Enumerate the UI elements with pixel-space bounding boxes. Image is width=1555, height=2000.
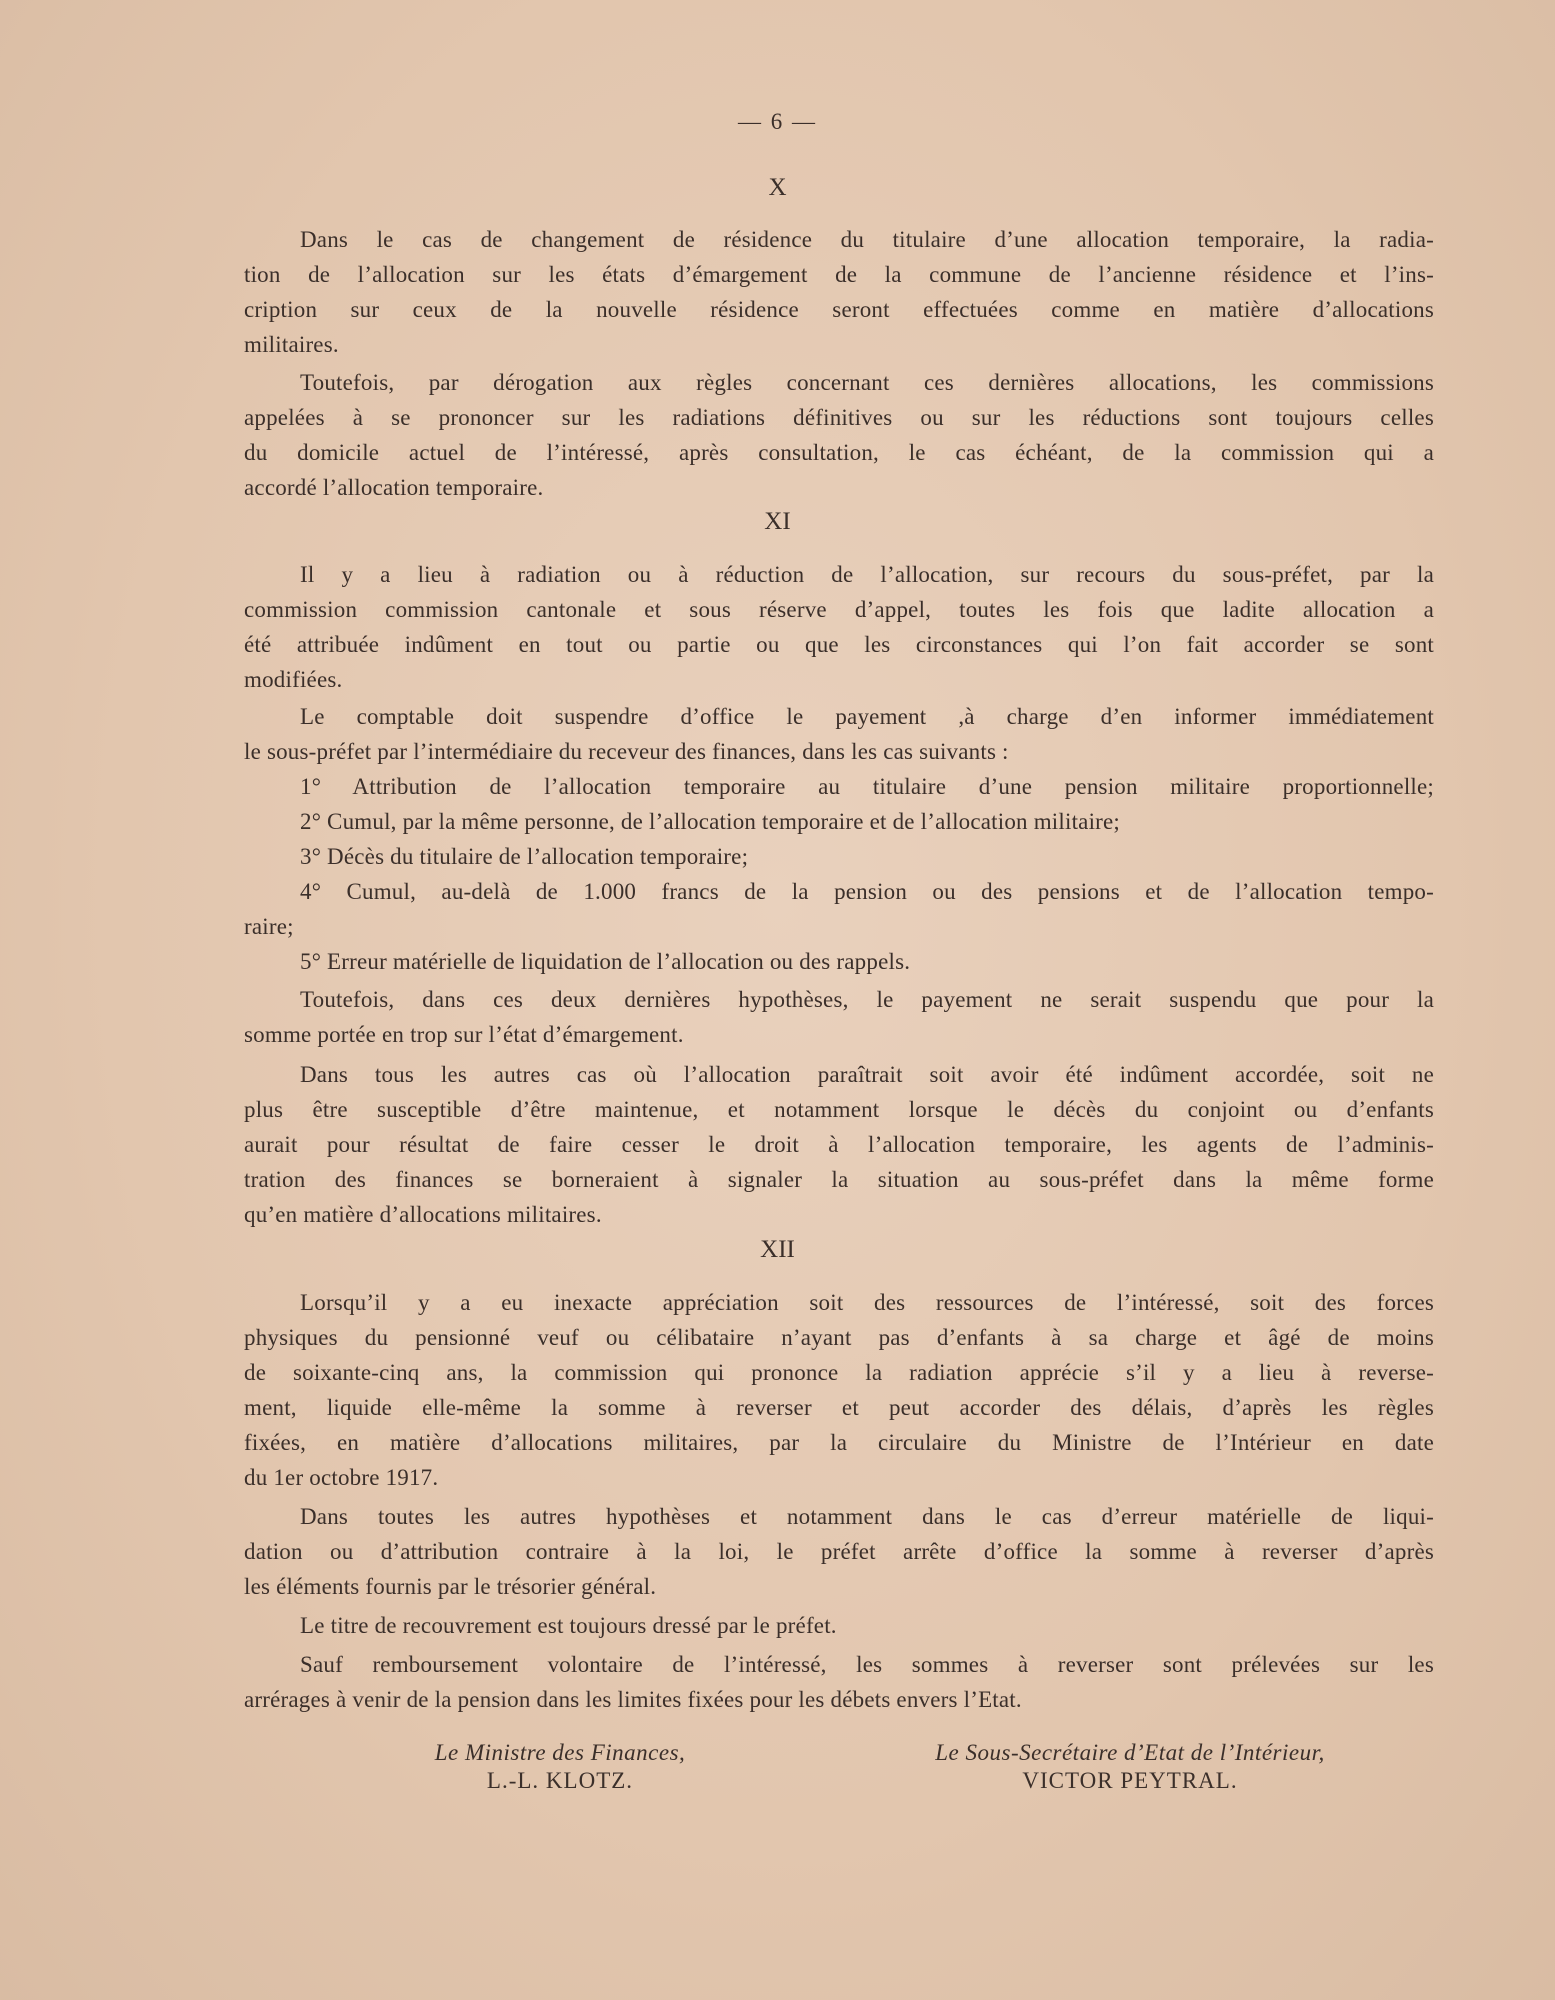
text-line: fixées, en matière d’allocations militaires, par la circulaire du Ministre de l’Intérieur en date [244, 1430, 1434, 1455]
signature-block-left [330, 1740, 790, 1794]
text-line: commission commission cantonale et sous réserve d’appel, toutes les fois que ladite allocation a [244, 597, 1434, 622]
signature-block-right [870, 1740, 1390, 1794]
text-line: dation ou d’attribution contraire à la loi, le préfet arrête d’office la somme à reverser d’après [244, 1539, 1434, 1564]
text-line: tration des finances se borneraient à signaler la situation au sous-préfet dans la même forme [244, 1167, 1434, 1192]
text-line: du 1er octobre 1917. [244, 1465, 439, 1490]
page-number: — 6 — [738, 109, 817, 134]
text-line: Le comptable doit suspendre d’office le payement ,à charge d’en informer immédiatement [300, 704, 1434, 729]
list-item: 3° Décès du titulaire de l’allocation temporaire; [300, 844, 749, 869]
text-line: Sauf remboursement volontaire de l’intéressé, les sommes à reverser sont prélevées sur les [300, 1652, 1434, 1677]
list-item: 1° Attribution de l’allocation temporaire au titulaire d’une pension militaire proportionnelle; [300, 774, 1434, 799]
text-line: accordé l’allocation temporaire. [244, 475, 544, 500]
text-line: Le titre de recouvrement est toujours dressé par le préfet. [300, 1613, 837, 1638]
list-item-continued: raire; [244, 914, 294, 939]
signature-role: Le Sous-Secrétaire d’Etat de l’Intérieur, [935, 1740, 1325, 1765]
text-line: Dans toutes les autres hypothèses et notamment dans le cas d’erreur matérielle de liqui- [300, 1504, 1434, 1529]
text-line: ment, liquide elle-même la somme à reverser et peut accorder des délais, d’après les règles [244, 1395, 1434, 1420]
signature-name: L.-L. KLOTZ. [486, 1768, 634, 1793]
text-line: modifiées. [244, 667, 343, 692]
text-line: appelées à se prononcer sur les radiations définitives ou sur les réductions sont toujours celles [244, 405, 1434, 430]
section-heading-xii: XII [760, 1236, 795, 1263]
text-line: Dans le cas de changement de résidence du titulaire d’une allocation temporaire, la radia- [300, 227, 1434, 252]
text-line: Toutefois, dans ces deux dernières hypothèses, le payement ne serait suspendu que pour la [300, 987, 1434, 1012]
text-line: militaires. [244, 332, 339, 357]
text-line: été attribuée indûment en tout ou partie ou que les circonstances qui l’on fait accorder se sont [244, 632, 1434, 657]
text-line: de soixante-cinq ans, la commission qui prononce la radiation apprécie s’il y a lieu à reverse- [244, 1360, 1434, 1385]
text-line: physiques du pensionné veuf ou célibataire n’ayant pas d’enfants à sa charge et âgé de moins [244, 1325, 1434, 1350]
text-line: Lorsqu’il y a eu inexacte appréciation soit des ressources de l’intéressé, soit des forces [300, 1290, 1434, 1315]
text-line: aurait pour résultat de faire cesser le droit à l’allocation temporaire, les agents de l’adminis- [244, 1132, 1434, 1157]
text-line: plus être susceptible d’être maintenue, et notamment lorsque le décès du conjoint ou d’enfants [244, 1097, 1434, 1122]
text-line: arrérages à venir de la pension dans les limites fixées pour les débets envers l’Etat. [244, 1687, 1022, 1712]
text-line: cription sur ceux de la nouvelle résidence seront effectuées comme en matière d’allocations [244, 297, 1434, 322]
section-heading-xi: XI [764, 508, 791, 535]
text-line: tion de l’allocation sur les états d’émargement de la commune de l’ancienne résidence et l’ins- [244, 262, 1434, 287]
list-item: 2° Cumul, par la même personne, de l’allocation temporaire et de l’allocation militaire; [300, 809, 1121, 834]
text-line: le sous-préfet par l’intermédiaire du receveur des finances, dans les cas suivants : [244, 739, 1009, 764]
section-heading-x: X [768, 174, 787, 201]
text-line: Toutefois, par dérogation aux règles concernant ces dernières allocations, les commissions [300, 370, 1434, 395]
text-line: les éléments fournis par le trésorier général. [244, 1574, 657, 1599]
text-line: Dans tous les autres cas où l’allocation paraîtrait soit avoir été indûment accordée, soit ne [300, 1062, 1434, 1087]
text-line: du domicile actuel de l’intéressé, après consultation, le cas échéant, de la commission qui a [244, 440, 1434, 465]
text-line: somme portée en trop sur l’état d’émargement. [244, 1022, 684, 1047]
text-line: qu’en matière d’allocations militaires. [244, 1202, 602, 1227]
signature-name: VICTOR PEYTRAL. [1022, 1768, 1238, 1793]
signature-role: Le Ministre des Finances, [434, 1740, 686, 1765]
list-item: 4° Cumul, au-delà de 1.000 francs de la pension ou des pensions et de l’allocation tempo- [300, 879, 1434, 904]
text-line: Il y a lieu à radiation ou à réduction de l’allocation, sur recours du sous-préfet, par la [300, 562, 1434, 587]
list-item: 5° Erreur matérielle de liquidation de l’allocation ou des rappels. [300, 949, 911, 974]
